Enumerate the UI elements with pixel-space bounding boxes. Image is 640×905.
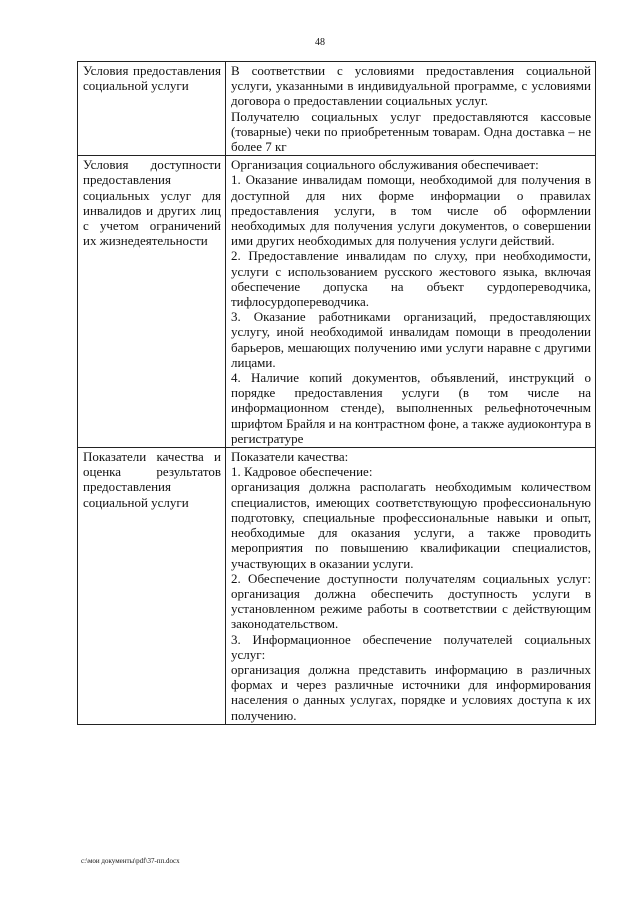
- page-number: 48: [315, 37, 325, 48]
- footer-file-path: c:\мои документы\pdf\37-пп.docx: [81, 857, 180, 865]
- paragraph: Получателю социальных услуг предоставляются кассовые (товарные) чеки по приобретенным товарам. Одна доставка – не более 7 кг: [231, 108, 591, 155]
- paragraph: 1. Оказание инвалидам помощи, необходимой для получения в доступной для них форме информации о правилах предоставления услуги, в том числе об оформлении необходимых для получения услуги документов, о совершении ими других необходимых для получения услуги действий.: [231, 172, 591, 249]
- table-row: [78, 448, 596, 725]
- paragraph: Организация социального обслуживания обеспечивает:: [231, 157, 539, 173]
- paragraph: 2. Предоставление инвалидам по слуху, при необходимости, услуги с использованием русского жестового языка, включая обеспечение допуска на объект сурдопереводчика, тифлосурдопереводчика.: [231, 248, 591, 310]
- paragraph: 3. Оказание работниками организаций, предоставляющих услугу, иной необходимой инвалидам помощи в преодолении барьеров, мешающих получению ими услуги наравне с другими лицами.: [231, 309, 591, 370]
- service-conditions-table: [77, 61, 596, 725]
- paragraph: организация должна представить информацию в различных формах и через различные источники для информирования населения о данных услугах, порядке и условиях доступа к их получению.: [231, 661, 591, 723]
- row-label-cell: Условия предоставления социальной услуги: [78, 62, 226, 156]
- paragraph: В соответствии с условиями предоставления социальной услуги, указанными в индивидуальной программе, с условиями договора о предоставлении социальных услуг.: [231, 63, 591, 109]
- paragraph: 4. Наличие копий документов, объявлений, инструкций о порядке предоставления услуги (в том числе на информационном стенде), выполненных рельефноточечным шрифтом Брайля и на контрастном фоне, а также аудиоконтура в регистратуре: [231, 370, 591, 446]
- paragraph: организация должна располагать необходимым количеством специалистов, имеющих соответствующую профессиональную подготовку, специальные профессиональные навыки и опыт, необходимые для оказания услуги, а также проводить мероприятия по повышению квалификации специалистов, участвующих в оказании услуги.: [231, 479, 591, 571]
- table-row: [78, 156, 596, 448]
- paragraph: 1. Кадровое обеспечение:: [231, 464, 373, 480]
- table-row: [78, 62, 596, 156]
- row-label-cell: Условия доступности предоставления социальных услуг для инвалидов и других лиц с учетом ограничений их жизнедеятельности: [78, 156, 226, 448]
- row-label-cell: Показатели качества и оценка результатов предоставления социальной услуги: [78, 448, 226, 725]
- paragraph: Показатели качества:: [231, 449, 349, 465]
- row-content-cell: [226, 448, 596, 725]
- row-content-cell: [226, 156, 596, 448]
- paragraph: 2. Обеспечение доступности получателям социальных услуг: организация должна обеспечить доступность услуги в установленном режиме работы в соответствии с действующим законодательством.: [231, 570, 591, 632]
- paragraph: 3. Информационное обеспечение получателей социальных услуг:: [231, 631, 591, 662]
- row-content-cell: [226, 62, 596, 156]
